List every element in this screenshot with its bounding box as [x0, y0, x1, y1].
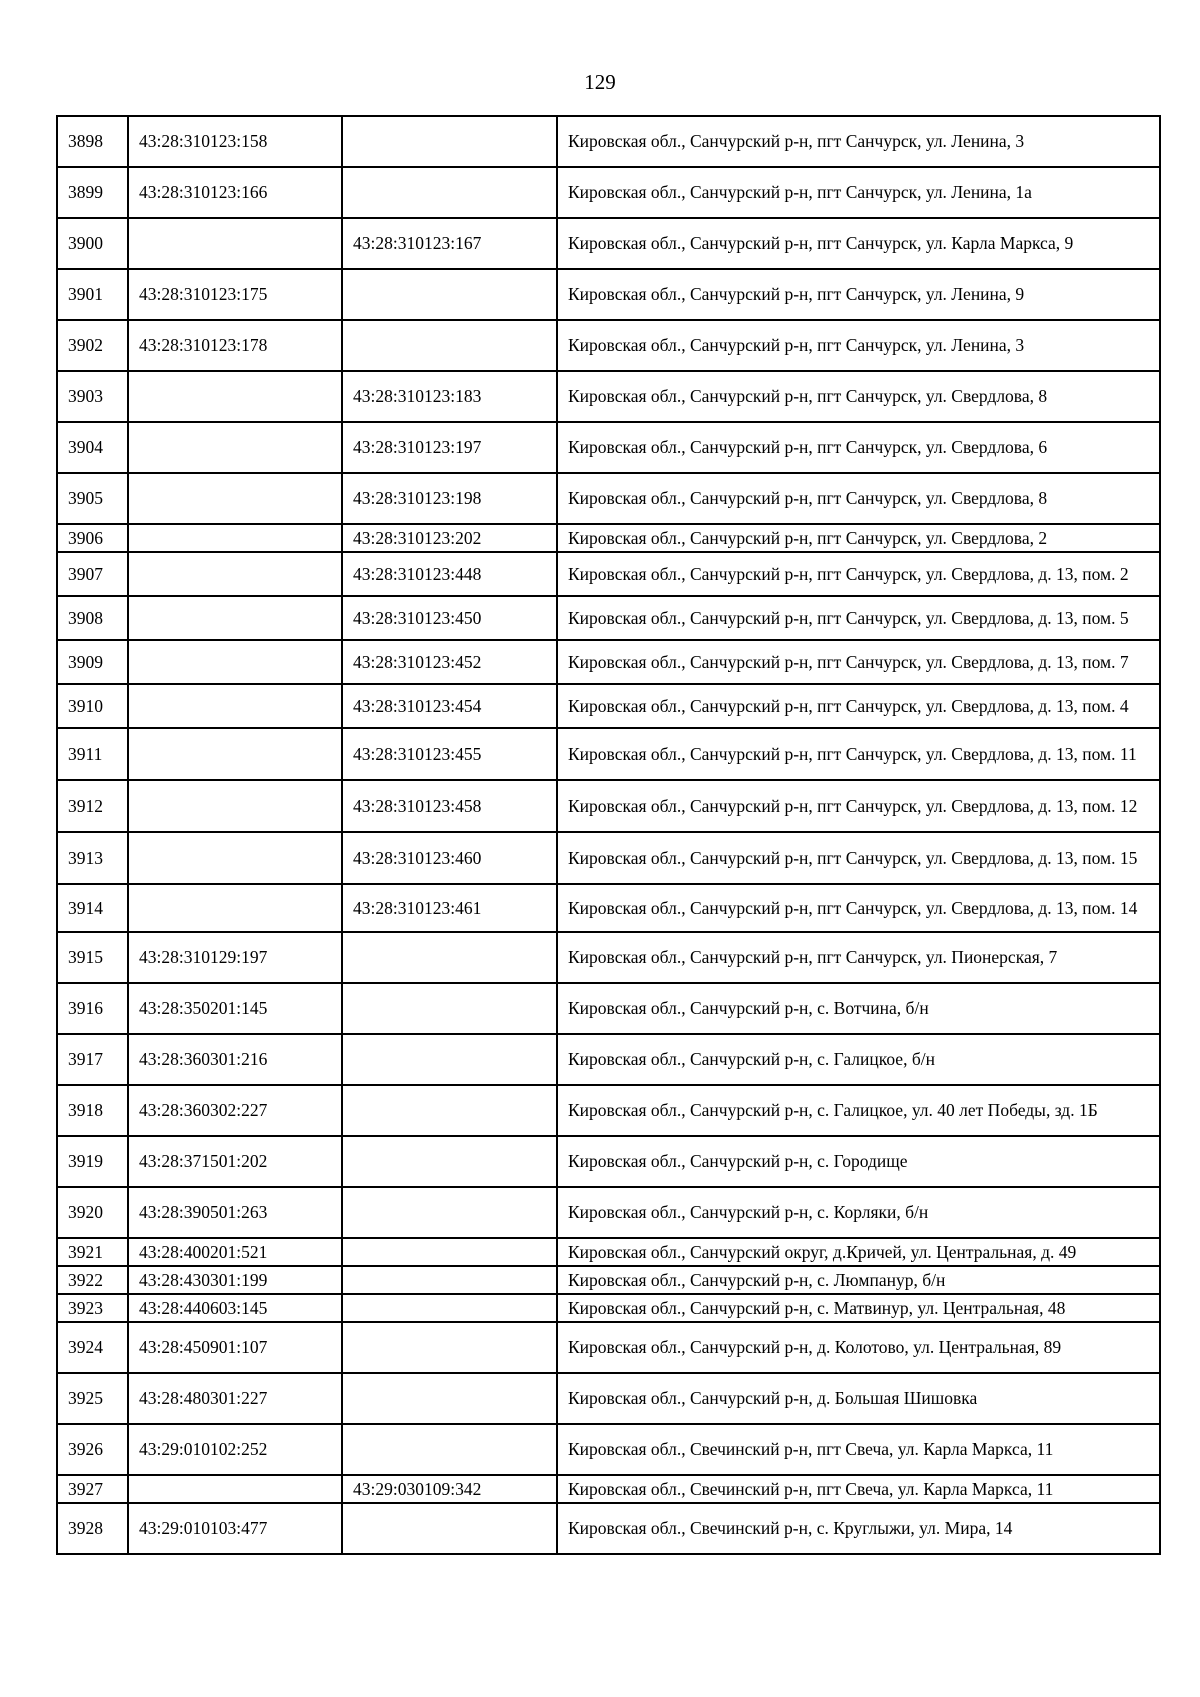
address-cell: Кировская обл., Санчурский р-н, с. Вотчина, б/н [557, 983, 1160, 1034]
row-number: 3913 [57, 832, 128, 884]
address-cell: Кировская обл., Санчурский р-н, пгт Санчурск, ул. Свердлова, д. 13, пом. 4 [557, 684, 1160, 728]
row-number: 3921 [57, 1238, 128, 1266]
address-cell: Кировская обл., Санчурский р-н, пгт Санчурск, ул. Пионерская, 7 [557, 932, 1160, 983]
row-number: 3900 [57, 218, 128, 269]
cadastral-number-primary: 43:28:350201:145 [128, 983, 342, 1034]
cadastral-number-secondary [342, 1136, 557, 1187]
cadastral-number-primary: 43:28:310123:178 [128, 320, 342, 371]
row-number: 3927 [57, 1475, 128, 1503]
address-cell: Кировская обл., Санчурский р-н, пгт Санчурск, ул. Свердлова, д. 13, пом. 15 [557, 832, 1160, 884]
cadastral-number-primary: 43:28:480301:227 [128, 1373, 342, 1424]
address-cell: Кировская обл., Санчурский р-н, пгт Санчурск, ул. Свердлова, д. 13, пом. 2 [557, 552, 1160, 596]
cadastral-number-secondary [342, 932, 557, 983]
row-number: 3905 [57, 473, 128, 524]
cadastral-number-secondary [342, 320, 557, 371]
cadastral-number-secondary: 43:28:310123:458 [342, 780, 557, 832]
table-row [57, 1187, 1160, 1238]
table-row [57, 524, 1160, 552]
address-cell: Кировская обл., Санчурский р-н, с. Галицкое, б/н [557, 1034, 1160, 1085]
cadastral-number-secondary [342, 1238, 557, 1266]
cadastral-number-primary [128, 684, 342, 728]
cadastral-number-secondary [342, 1187, 557, 1238]
cadastral-number-secondary [342, 983, 557, 1034]
cadastral-number-primary: 43:28:310129:197 [128, 932, 342, 983]
table-row [57, 728, 1160, 780]
row-number: 3917 [57, 1034, 128, 1085]
address-cell: Кировская обл., Санчурский р-н, д. Большая Шишовка [557, 1373, 1160, 1424]
cadastral-number-primary: 43:28:310123:158 [128, 116, 342, 167]
cadastral-number-primary [128, 524, 342, 552]
table-row [57, 269, 1160, 320]
cadastral-number-primary [128, 596, 342, 640]
cadastral-number-primary: 43:28:310123:166 [128, 167, 342, 218]
table-row [57, 932, 1160, 983]
table-row [57, 1238, 1160, 1266]
cadastral-number-primary: 43:28:440603:145 [128, 1294, 342, 1322]
table-row [57, 1503, 1160, 1554]
row-number: 3901 [57, 269, 128, 320]
cadastral-number-secondary: 43:28:310123:198 [342, 473, 557, 524]
table-row [57, 1136, 1160, 1187]
cadastral-number-secondary: 43:29:030109:342 [342, 1475, 557, 1503]
row-number: 3924 [57, 1322, 128, 1373]
address-cell: Кировская обл., Санчурский р-н, пгт Санчурск, ул. Ленина, 1а [557, 167, 1160, 218]
cadastral-number-primary: 43:28:390501:263 [128, 1187, 342, 1238]
row-number: 3908 [57, 596, 128, 640]
cadastral-number-secondary: 43:28:310123:460 [342, 832, 557, 884]
cadastral-number-primary: 43:29:010103:477 [128, 1503, 342, 1554]
row-number: 3906 [57, 524, 128, 552]
address-cell: Кировская обл., Санчурский р-н, пгт Санчурск, ул. Свердлова, 8 [557, 371, 1160, 422]
row-number: 3914 [57, 884, 128, 932]
property-registry-table [56, 115, 1161, 1555]
cadastral-number-secondary [342, 1034, 557, 1085]
address-cell: Кировская обл., Санчурский р-н, с. Матвинур, ул. Центральная, 48 [557, 1294, 1160, 1322]
address-cell: Кировская обл., Санчурский р-н, пгт Санчурск, ул. Свердлова, 6 [557, 422, 1160, 473]
address-cell: Кировская обл., Санчурский р-н, пгт Санчурск, ул. Карла Маркса, 9 [557, 218, 1160, 269]
cadastral-number-primary: 43:28:360302:227 [128, 1085, 342, 1136]
address-cell: Кировская обл., Санчурский р-н, пгт Санчурск, ул. Ленина, 3 [557, 116, 1160, 167]
table-row [57, 1373, 1160, 1424]
address-cell: Кировская обл., Санчурский р-н, пгт Санчурск, ул. Ленина, 9 [557, 269, 1160, 320]
row-number: 3919 [57, 1136, 128, 1187]
cadastral-number-secondary: 43:28:310123:183 [342, 371, 557, 422]
cadastral-number-primary [128, 218, 342, 269]
cadastral-number-secondary [342, 1424, 557, 1475]
cadastral-number-secondary [342, 1294, 557, 1322]
table-row [57, 1322, 1160, 1373]
table-row [57, 1294, 1160, 1322]
cadastral-number-secondary: 43:28:310123:455 [342, 728, 557, 780]
row-number: 3920 [57, 1187, 128, 1238]
row-number: 3922 [57, 1266, 128, 1294]
row-number: 3918 [57, 1085, 128, 1136]
cadastral-number-secondary: 43:28:310123:202 [342, 524, 557, 552]
cadastral-number-secondary: 43:28:310123:450 [342, 596, 557, 640]
table-row [57, 1034, 1160, 1085]
row-number: 3916 [57, 983, 128, 1034]
address-cell: Кировская обл., Санчурский р-н, пгт Санчурск, ул. Свердлова, д. 13, пом. 12 [557, 780, 1160, 832]
page-number: 129 [584, 70, 616, 94]
cadastral-number-secondary [342, 1085, 557, 1136]
address-cell: Кировская обл., Санчурский р-н, пгт Санчурск, ул. Ленина, 3 [557, 320, 1160, 371]
row-number: 3925 [57, 1373, 128, 1424]
address-cell: Кировская обл., Свечинский р-н, с. Круглыжи, ул. Мира, 14 [557, 1503, 1160, 1554]
row-number: 3898 [57, 116, 128, 167]
cadastral-number-primary: 43:28:400201:521 [128, 1238, 342, 1266]
table-row [57, 218, 1160, 269]
row-number: 3926 [57, 1424, 128, 1475]
cadastral-number-secondary [342, 1266, 557, 1294]
cadastral-number-secondary [342, 1373, 557, 1424]
table-row [57, 552, 1160, 596]
address-cell: Кировская обл., Санчурский р-н, д. Колотово, ул. Центральная, 89 [557, 1322, 1160, 1373]
table-row [57, 320, 1160, 371]
table-row [57, 983, 1160, 1034]
cadastral-number-primary [128, 640, 342, 684]
row-number: 3902 [57, 320, 128, 371]
row-number: 3911 [57, 728, 128, 780]
address-cell: Кировская обл., Санчурский р-н, пгт Санчурск, ул. Свердлова, д. 13, пом. 11 [557, 728, 1160, 780]
cadastral-number-secondary: 43:28:310123:461 [342, 884, 557, 932]
row-number: 3909 [57, 640, 128, 684]
cadastral-number-primary: 43:28:360301:216 [128, 1034, 342, 1085]
table-row [57, 884, 1160, 932]
address-cell: Кировская обл., Санчурский р-н, пгт Санчурск, ул. Свердлова, д. 13, пом. 7 [557, 640, 1160, 684]
row-number: 3903 [57, 371, 128, 422]
row-number: 3923 [57, 1294, 128, 1322]
address-cell: Кировская обл., Санчурский р-н, с. Корляки, б/н [557, 1187, 1160, 1238]
cadastral-number-secondary [342, 167, 557, 218]
table-row [57, 684, 1160, 728]
cadastral-number-primary: 43:28:371501:202 [128, 1136, 342, 1187]
cadastral-number-secondary [342, 269, 557, 320]
registry-body [57, 116, 1160, 1554]
cadastral-number-primary [128, 728, 342, 780]
row-number: 3904 [57, 422, 128, 473]
cadastral-number-primary: 43:29:010102:252 [128, 1424, 342, 1475]
row-number: 3928 [57, 1503, 128, 1554]
address-cell: Кировская обл., Свечинский р-н, пгт Свеча, ул. Карла Маркса, 11 [557, 1424, 1160, 1475]
address-cell: Кировская обл., Санчурский р-н, пгт Санчурск, ул. Свердлова, д. 13, пом. 14 [557, 884, 1160, 932]
table-row [57, 640, 1160, 684]
address-cell: Кировская обл., Санчурский р-н, пгт Санчурск, ул. Свердлова, д. 13, пом. 5 [557, 596, 1160, 640]
cadastral-number-secondary [342, 116, 557, 167]
address-cell: Кировская обл., Санчурский р-н, с. Городище [557, 1136, 1160, 1187]
cadastral-number-primary [128, 832, 342, 884]
cadastral-number-primary: 43:28:450901:107 [128, 1322, 342, 1373]
address-cell: Кировская обл., Санчурский р-н, пгт Санчурск, ул. Свердлова, 2 [557, 524, 1160, 552]
row-number: 3915 [57, 932, 128, 983]
table-row [57, 1475, 1160, 1503]
cadastral-number-secondary: 43:28:310123:454 [342, 684, 557, 728]
cadastral-number-primary [128, 552, 342, 596]
table-row [57, 780, 1160, 832]
cadastral-number-primary [128, 884, 342, 932]
address-cell: Кировская обл., Санчурский р-н, с. Люмпанур, б/н [557, 1266, 1160, 1294]
cadastral-number-secondary: 43:28:310123:452 [342, 640, 557, 684]
table-row [57, 1085, 1160, 1136]
cadastral-number-primary: 43:28:430301:199 [128, 1266, 342, 1294]
row-number: 3910 [57, 684, 128, 728]
cadastral-number-primary [128, 1475, 342, 1503]
cadastral-number-secondary: 43:28:310123:197 [342, 422, 557, 473]
table-row [57, 422, 1160, 473]
cadastral-number-secondary [342, 1503, 557, 1554]
table-row [57, 1266, 1160, 1294]
address-cell: Кировская обл., Санчурский р-н, пгт Санчурск, ул. Свердлова, 8 [557, 473, 1160, 524]
cadastral-number-secondary: 43:28:310123:167 [342, 218, 557, 269]
cadastral-number-secondary: 43:28:310123:448 [342, 552, 557, 596]
table-row [57, 473, 1160, 524]
cadastral-number-primary [128, 780, 342, 832]
address-cell: Кировская обл., Санчурский р-н, с. Галицкое, ул. 40 лет Победы, зд. 1Б [557, 1085, 1160, 1136]
table-row [57, 832, 1160, 884]
table-row [57, 116, 1160, 167]
cadastral-number-primary: 43:28:310123:175 [128, 269, 342, 320]
cadastral-number-secondary [342, 1322, 557, 1373]
row-number: 3899 [57, 167, 128, 218]
cadastral-number-primary [128, 422, 342, 473]
table-row [57, 1424, 1160, 1475]
address-cell: Кировская обл., Свечинский р-н, пгт Свеча, ул. Карла Маркса, 11 [557, 1475, 1160, 1503]
table-row [57, 371, 1160, 422]
address-cell: Кировская обл., Санчурский округ, д.Кричей, ул. Центральная, д. 49 [557, 1238, 1160, 1266]
row-number: 3912 [57, 780, 128, 832]
table-row [57, 596, 1160, 640]
cadastral-number-primary [128, 473, 342, 524]
table-row [57, 167, 1160, 218]
row-number: 3907 [57, 552, 128, 596]
cadastral-number-primary [128, 371, 342, 422]
